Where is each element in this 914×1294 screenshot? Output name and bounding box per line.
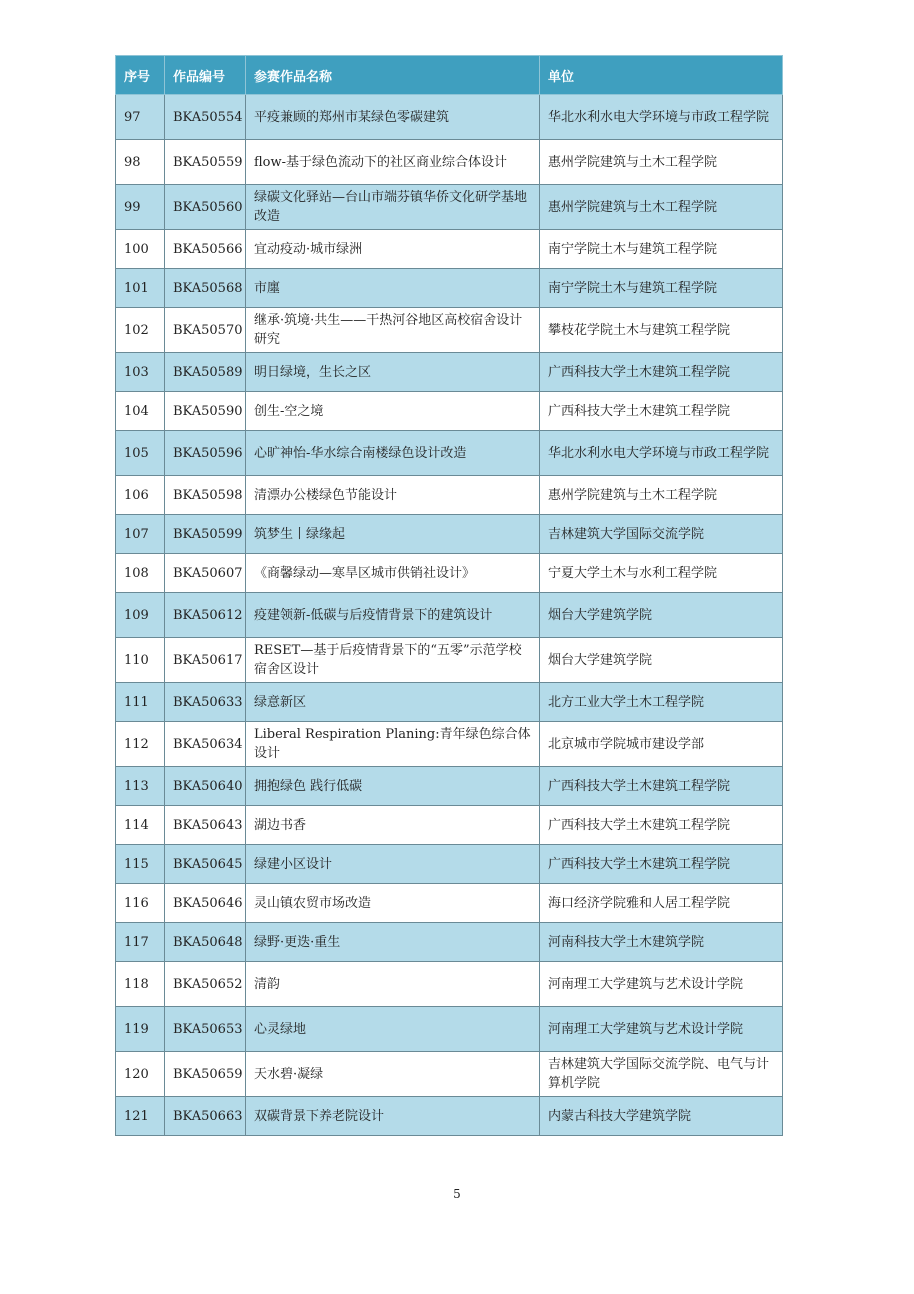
cell-title: Liberal Respiration Planing:青年绿色综合体设计 xyxy=(246,722,540,767)
cell-number: 98 xyxy=(116,140,165,185)
cell-code: BKA50559 xyxy=(165,140,246,185)
cell-unit: 南宁学院土木与建筑工程学院 xyxy=(540,269,783,308)
cell-code: BKA50599 xyxy=(165,515,246,554)
cell-number: 118 xyxy=(116,962,165,1007)
cell-title: 天水碧·凝绿 xyxy=(246,1052,540,1097)
cell-unit: 海口经济学院雅和人居工程学院 xyxy=(540,884,783,923)
cell-unit: 宁夏大学土木与水利工程学院 xyxy=(540,554,783,593)
cell-unit: 广西科技大学土木建筑工程学院 xyxy=(540,806,783,845)
cell-number: 116 xyxy=(116,884,165,923)
cell-code: BKA50607 xyxy=(165,554,246,593)
cell-code: BKA50596 xyxy=(165,431,246,476)
cell-number: 110 xyxy=(116,638,165,683)
cell-number: 121 xyxy=(116,1097,165,1136)
cell-number: 113 xyxy=(116,767,165,806)
table-row xyxy=(116,845,783,884)
table-row xyxy=(116,1097,783,1136)
cell-number: 105 xyxy=(116,431,165,476)
table-row xyxy=(116,722,783,767)
cell-unit: 华北水利水电大学环境与市政工程学院 xyxy=(540,95,783,140)
cell-unit: 河南理工大学建筑与艺术设计学院 xyxy=(540,962,783,1007)
cell-unit: 内蒙古科技大学建筑学院 xyxy=(540,1097,783,1136)
cell-number: 99 xyxy=(116,185,165,230)
table-row xyxy=(116,476,783,515)
cell-title: 灵山镇农贸市场改造 xyxy=(246,884,540,923)
cell-code: BKA50633 xyxy=(165,683,246,722)
cell-number: 101 xyxy=(116,269,165,308)
cell-title: 双碳背景下养老院设计 xyxy=(246,1097,540,1136)
cell-title: 明日绿境，生长之区 xyxy=(246,353,540,392)
cell-title: 心旷神怡-华水综合南楼绿色设计改造 xyxy=(246,431,540,476)
cell-number: 108 xyxy=(116,554,165,593)
cell-unit: 广西科技大学土木建筑工程学院 xyxy=(540,845,783,884)
cell-title: 绿野·更迭·重生 xyxy=(246,923,540,962)
table-row xyxy=(116,593,783,638)
table-row xyxy=(116,1007,783,1052)
cell-number: 120 xyxy=(116,1052,165,1097)
cell-title: 继承·筑境·共生——干热河谷地区高校宿舍设计研究 xyxy=(246,308,540,353)
cell-number: 103 xyxy=(116,353,165,392)
cell-title: 创生-空之境 xyxy=(246,392,540,431)
cell-code: BKA50568 xyxy=(165,269,246,308)
table-row xyxy=(116,515,783,554)
cell-title: 筑梦生丨绿缘起 xyxy=(246,515,540,554)
cell-number: 117 xyxy=(116,923,165,962)
table-row xyxy=(116,683,783,722)
cell-title: flow-基于绿色流动下的社区商业综合体设计 xyxy=(246,140,540,185)
table-row xyxy=(116,923,783,962)
cell-code: BKA50617 xyxy=(165,638,246,683)
cell-code: BKA50640 xyxy=(165,767,246,806)
cell-code: BKA50652 xyxy=(165,962,246,1007)
cell-title: 湖边书香 xyxy=(246,806,540,845)
table-row xyxy=(116,767,783,806)
header-title: 参赛作品名称 xyxy=(246,56,540,95)
table-row xyxy=(116,392,783,431)
cell-title: 清漂办公楼绿色节能设计 xyxy=(246,476,540,515)
cell-number: 115 xyxy=(116,845,165,884)
cell-number: 111 xyxy=(116,683,165,722)
cell-unit: 吉林建筑大学国际交流学院、电气与计算机学院 xyxy=(540,1052,783,1097)
header-code: 作品编号 xyxy=(165,56,246,95)
cell-unit: 惠州学院建筑与土木工程学院 xyxy=(540,476,783,515)
cell-title: RESET—基于后疫情背景下的“五零”示范学校宿舍区设计 xyxy=(246,638,540,683)
cell-number: 112 xyxy=(116,722,165,767)
cell-code: BKA50659 xyxy=(165,1052,246,1097)
cell-unit: 华北水利水电大学环境与市政工程学院 xyxy=(540,431,783,476)
cell-unit: 北方工业大学土木工程学院 xyxy=(540,683,783,722)
table-row xyxy=(116,230,783,269)
cell-code: BKA50560 xyxy=(165,185,246,230)
cell-unit: 南宁学院土木与建筑工程学院 xyxy=(540,230,783,269)
cell-title: 宜动疫动·城市绿洲 xyxy=(246,230,540,269)
table-row xyxy=(116,1052,783,1097)
table-row xyxy=(116,554,783,593)
cell-title: 绿意新区 xyxy=(246,683,540,722)
table-row xyxy=(116,638,783,683)
cell-code: BKA50663 xyxy=(165,1097,246,1136)
cell-code: BKA50653 xyxy=(165,1007,246,1052)
table-row xyxy=(116,431,783,476)
cell-number: 107 xyxy=(116,515,165,554)
cell-code: BKA50646 xyxy=(165,884,246,923)
table-row xyxy=(116,95,783,140)
cell-code: BKA50554 xyxy=(165,95,246,140)
cell-code: BKA50566 xyxy=(165,230,246,269)
cell-code: BKA50589 xyxy=(165,353,246,392)
cell-unit: 北京城市学院城市建设学部 xyxy=(540,722,783,767)
cell-code: BKA50590 xyxy=(165,392,246,431)
cell-unit: 惠州学院建筑与土木工程学院 xyxy=(540,140,783,185)
header-number: 序号 xyxy=(116,56,165,95)
cell-number: 102 xyxy=(116,308,165,353)
cell-unit: 河南科技大学土木建筑学院 xyxy=(540,923,783,962)
table-row xyxy=(116,806,783,845)
cell-title: 绿建小区设计 xyxy=(246,845,540,884)
cell-code: BKA50598 xyxy=(165,476,246,515)
table-row xyxy=(116,353,783,392)
cell-unit: 吉林建筑大学国际交流学院 xyxy=(540,515,783,554)
table-row xyxy=(116,884,783,923)
cell-title: 绿碳文化驿站—台山市端芬镇华侨文化研学基地改造 xyxy=(246,185,540,230)
table-row xyxy=(116,140,783,185)
cell-number: 100 xyxy=(116,230,165,269)
cell-number: 119 xyxy=(116,1007,165,1052)
page-number: 5 xyxy=(453,1187,461,1201)
cell-title: 清韵 xyxy=(246,962,540,1007)
cell-code: BKA50648 xyxy=(165,923,246,962)
table-row xyxy=(116,269,783,308)
cell-title: 市廛 xyxy=(246,269,540,308)
cell-title: 心灵绿地 xyxy=(246,1007,540,1052)
cell-unit: 河南理工大学建筑与艺术设计学院 xyxy=(540,1007,783,1052)
cell-unit: 广西科技大学土木建筑工程学院 xyxy=(540,767,783,806)
header-unit: 单位 xyxy=(540,56,783,95)
entries-table xyxy=(115,55,783,1136)
cell-code: BKA50570 xyxy=(165,308,246,353)
cell-unit: 广西科技大学土木建筑工程学院 xyxy=(540,392,783,431)
cell-title: 平疫兼顾的郑州市某绿色零碳建筑 xyxy=(246,95,540,140)
table-header-row xyxy=(116,56,783,95)
cell-title: 疫建领新-低碳与后疫情背景下的建筑设计 xyxy=(246,593,540,638)
table-row xyxy=(116,308,783,353)
cell-number: 104 xyxy=(116,392,165,431)
cell-code: BKA50634 xyxy=(165,722,246,767)
cell-number: 114 xyxy=(116,806,165,845)
cell-code: BKA50645 xyxy=(165,845,246,884)
table-row xyxy=(116,962,783,1007)
cell-code: BKA50643 xyxy=(165,806,246,845)
cell-title: 拥抱绿色 践行低碳 xyxy=(246,767,540,806)
cell-unit: 攀枝花学院土木与建筑工程学院 xyxy=(540,308,783,353)
cell-number: 109 xyxy=(116,593,165,638)
cell-unit: 烟台大学建筑学院 xyxy=(540,593,783,638)
cell-unit: 惠州学院建筑与土木工程学院 xyxy=(540,185,783,230)
table-row xyxy=(116,185,783,230)
cell-unit: 烟台大学建筑学院 xyxy=(540,638,783,683)
cell-unit: 广西科技大学土木建筑工程学院 xyxy=(540,353,783,392)
cell-title: 《商馨绿动—寒旱区城市供销社设计》 xyxy=(246,554,540,593)
cell-code: BKA50612 xyxy=(165,593,246,638)
cell-number: 106 xyxy=(116,476,165,515)
cell-number: 97 xyxy=(116,95,165,140)
